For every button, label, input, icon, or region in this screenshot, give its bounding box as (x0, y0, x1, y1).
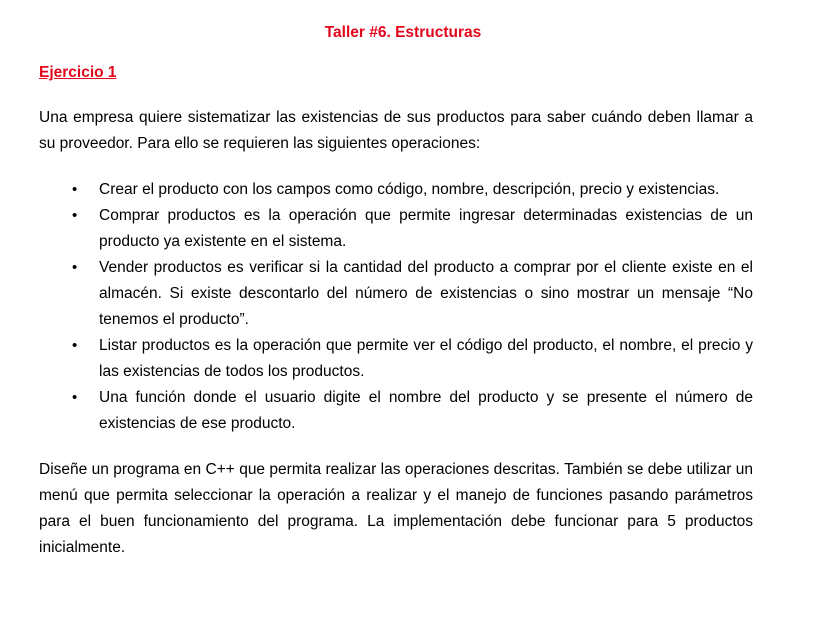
list-item (72, 177, 753, 203)
bullet-icon: • (72, 259, 78, 276)
closing-paragraph: Diseñe un programa en C++ que permita realizar las operaciones descritas. También se debe utilizar un menú que permita seleccionar la operación a realizar y el manejo de funciones pasando parámetros para el buen funcionamiento del programa. La implementación debe funcionar para 5 productos inicialmente. (39, 461, 753, 556)
operations-list (39, 177, 753, 437)
list-item (72, 255, 753, 333)
bullet-icon: • (72, 207, 78, 224)
bullet-icon: • (72, 337, 78, 354)
intro-paragraph: Una empresa quiere sistematizar las existencias de sus productos para saber cuándo deben llamar a su proveedor. Para ello se requieren las siguientes operaciones: (39, 109, 753, 152)
list-item-text: Listar productos es la operación que permite ver el código del producto, el nombre, el precio y las existencias de todos los productos. (99, 337, 753, 380)
list-item (72, 333, 753, 385)
list-item (72, 385, 753, 437)
document-title: Taller #6. Estructuras (324, 24, 482, 41)
section-heading: Ejercicio 1 (39, 64, 117, 81)
bullet-icon: • (72, 389, 78, 406)
list-item (72, 203, 753, 255)
list-item-text: Vender productos es verificar si la cantidad del producto a comprar por el cliente existe en el almacén. Si existe descontarlo del número de existencias o sino mostrar un mensaje “No tenemos el producto”. (99, 259, 753, 328)
list-item-text: Comprar productos es la operación que permite ingresar determinadas existencias de un producto ya existente en el sistema. (99, 207, 753, 250)
list-item-text: Una función donde el usuario digite el nombre del producto y se presente el número de existencias de ese producto. (99, 389, 753, 432)
list-item-text: Crear el producto con los campos como código, nombre, descripción, precio y existencias. (99, 181, 720, 198)
bullet-icon: • (72, 181, 78, 198)
